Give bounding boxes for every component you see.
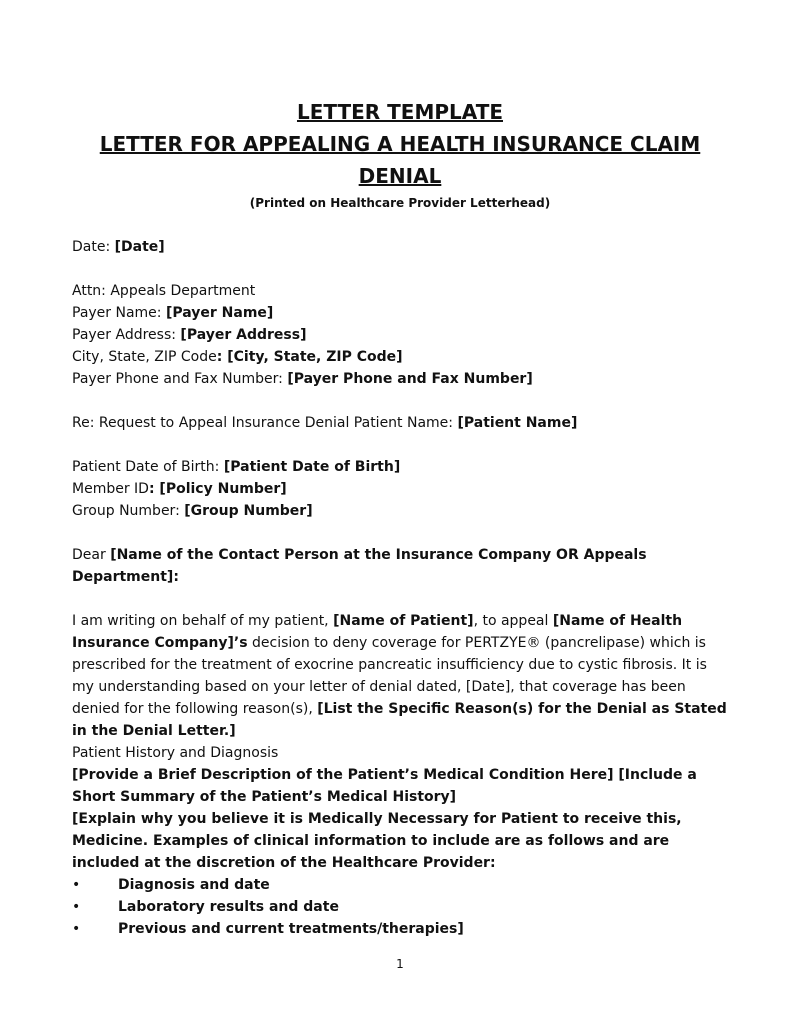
document-title-line-1: LETTER TEMPLATE xyxy=(296,100,503,124)
re-label: Re: Request to Appeal Insurance Denial Patient Name: xyxy=(72,415,458,431)
list-item xyxy=(72,896,728,918)
group-number-label: Group Number: xyxy=(72,503,185,519)
clinical-info-list xyxy=(72,874,728,940)
payer-name-value: [Payer Name] xyxy=(165,305,274,321)
date-label: Date: xyxy=(72,239,115,255)
payer-name-label: Payer Name: xyxy=(72,305,166,321)
payer-address-line xyxy=(72,324,728,346)
re-line xyxy=(72,412,728,434)
patient-dob-label: Patient Date of Birth: xyxy=(72,459,224,475)
body-paragraph-1 xyxy=(72,610,728,742)
member-id-value: : [Policy Number] xyxy=(148,481,287,497)
insurer-name-placeholder: [Name of Health Insurance Company]’s xyxy=(72,613,683,651)
member-id-label: Member ID xyxy=(72,481,149,497)
history-placeholder: [Provide a Brief Description of the Patient’s Medical Condition Here] [Include a Short Summary of the Patient’s Medical History] xyxy=(72,767,697,805)
date-line xyxy=(72,236,728,258)
spacer xyxy=(72,434,728,456)
bullet-icon: • xyxy=(72,921,81,937)
denial-reason-placeholder: [List the Specific Reason(s) for the Denial as Stated in the Denial Letter.] xyxy=(72,701,727,739)
payer-city-value: : [City, State, ZIP Code] xyxy=(216,349,403,365)
payer-address-value: [Payer Address] xyxy=(180,327,307,343)
body-text: I am writing on behalf of my patient, xyxy=(72,613,334,629)
list-item-text: Diagnosis and date xyxy=(118,877,270,893)
bullet-icon: • xyxy=(72,899,81,915)
document-title-line-2: LETTER FOR APPEALING A HEALTH INSURANCE CLAIM xyxy=(99,132,701,156)
list-item xyxy=(72,918,728,940)
payer-phone-value: [Payer Phone and Fax Number] xyxy=(287,371,533,387)
page-number: 1 xyxy=(396,957,404,971)
list-item xyxy=(72,874,728,896)
spacer xyxy=(72,390,728,412)
document-subtitle: (Printed on Healthcare Provider Letterhead) xyxy=(249,196,551,210)
body-text: decision to deny coverage for PERTZYE® (pancrelipase) which is prescribed for the treatment of exocrine pancreatic insufficiency due to cystic fibrosis. It is my understanding based on your letter of denial dated, [Date], that coverage has been denied for the following reason(s), xyxy=(72,635,707,717)
salutation-label: Dear xyxy=(72,547,111,563)
payer-city-line xyxy=(72,346,728,368)
date-value: [Date] xyxy=(114,239,165,255)
bullet-icon: • xyxy=(72,877,81,893)
patient-dob-value: [Patient Date of Birth] xyxy=(223,459,401,475)
medical-necessity-placeholder: [Explain why you believe it is Medically Necessary for Patient to receive this, Medicine. Examples of clinical information to include are as follows and are included at the discretion of the Healthcare Provider: xyxy=(72,811,682,871)
group-number-value: [Group Number] xyxy=(184,503,313,519)
payer-name-line xyxy=(72,302,728,324)
document-title-line-3: DENIAL xyxy=(358,164,442,188)
patient-dob-line xyxy=(72,456,728,478)
spacer xyxy=(72,258,728,280)
salutation xyxy=(72,544,728,588)
spacer xyxy=(72,522,728,544)
history-heading: Patient History and Diagnosis xyxy=(72,745,279,761)
salutation-value: [Name of the Contact Person at the Insurance Company OR Appeals Department]: xyxy=(72,547,647,585)
list-item-text: Previous and current treatments/therapies] xyxy=(118,921,464,937)
re-value: [Patient Name] xyxy=(457,415,578,431)
payer-phone-label: Payer Phone and Fax Number: xyxy=(72,371,288,387)
list-item-text: Laboratory results and date xyxy=(118,899,339,915)
group-number-line xyxy=(72,500,728,522)
payer-phone-line xyxy=(72,368,728,390)
patient-name-placeholder: [Name of Patient] xyxy=(333,613,474,629)
body-text: , to appeal xyxy=(473,613,553,629)
attn-line: Attn: Appeals Department xyxy=(72,283,256,299)
spacer xyxy=(72,588,728,610)
member-id-line xyxy=(72,478,728,500)
payer-city-label: City, State, ZIP Code xyxy=(72,349,217,365)
payer-address-label: Payer Address: xyxy=(72,327,181,343)
